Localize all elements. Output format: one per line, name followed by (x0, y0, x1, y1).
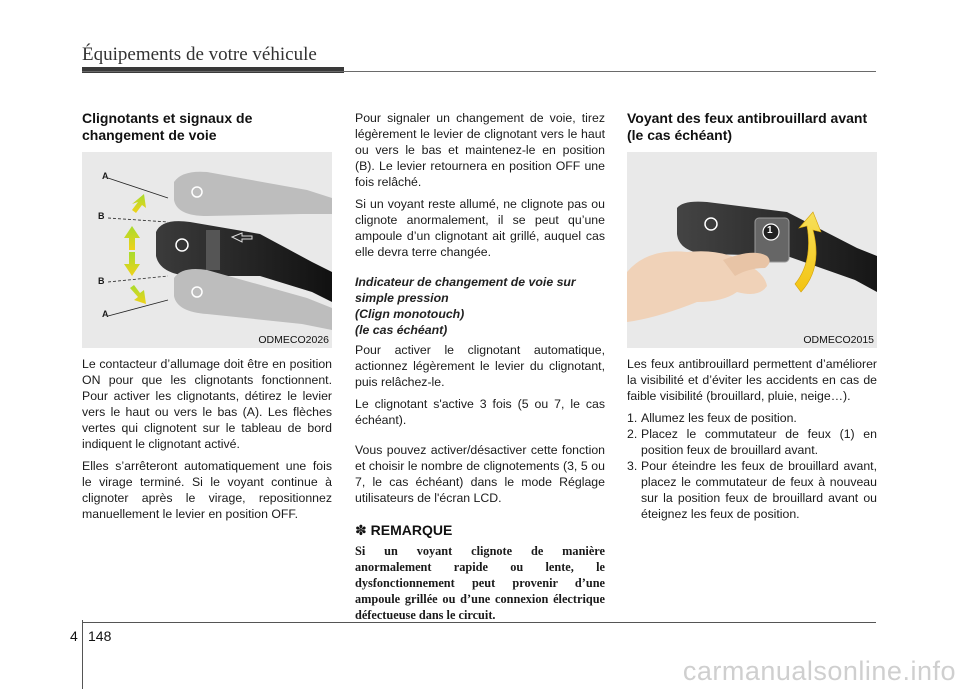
column-1 (82, 110, 332, 528)
header-bar (82, 67, 344, 73)
remark-star-icon: ✽ (355, 522, 367, 538)
paragraph: Le contacteur d’allumage doit être en position ON pour que les clignotants fonctionnent. Pour activer les clignotants, détirez le levier vers le haut ou vers le bas (A). Les flèches vertes qui clignotent sur le tableau de bord indiquent le clignotant activé. (82, 357, 332, 451)
paragraph: Vous pouvez activer/désactiver cette fonction et choisir le nombre de clignotements (3, 5 ou 7, le cas échéant) dans le mode Réglage utilisateurs de l'écran LCD. (355, 443, 605, 505)
section-heading-fog-lights: Voyant des feux antibrouillard avant (le cas échéant) (627, 110, 868, 143)
subheading-line: (le cas échéant) (355, 323, 448, 337)
arrow-down-icon (124, 252, 140, 276)
arrow-up-curved-icon (132, 194, 146, 213)
list-item: 1. Allumez les feux de position. (627, 411, 797, 425)
chapter-number: 4 (70, 628, 78, 644)
figure-label-a-top: A (102, 171, 109, 181)
steps-list (627, 410, 877, 522)
section-heading-turn-signals: Clignotants et signaux de changement de voie (82, 110, 253, 143)
paragraph: Elles s’arrêteront automatiquement une fois le virage terminé. Si le voyant continue à clignoter après le virage, repositionnez manuellement le levier en position OFF. (82, 459, 332, 521)
paragraph: Pour activer le clignotant automatique, actionnez légèrement le levier du clignotant, puis relâchez-le. (355, 343, 605, 389)
arrow-up-icon (124, 226, 140, 250)
watermark: carmanualsonline.info (682, 656, 956, 686)
figure-caption: ODMECO2015 (803, 334, 874, 346)
subheading-line: Indicateur de changement de voie sur simple pression (355, 275, 576, 305)
fog-light-switch-illustration (627, 152, 877, 348)
page-number: 148 (88, 628, 112, 644)
figure-caption: ODMECO2026 (258, 334, 329, 346)
figure-fog-light-switch (627, 152, 877, 348)
footer-divider-vertical (82, 620, 83, 689)
subheading-line: (Clign monotouch) (355, 307, 465, 321)
figure-turn-signal-lever (82, 152, 332, 348)
paragraph: Le clignotant s'active 3 fois (5 ou 7, le cas échéant). (355, 397, 605, 427)
paragraph: Si un voyant reste allumé, ne clignote pas ou clignote anormalement, il se peut qu’une ampoule d’un clignotant ait grillé, auquel cas elle devra terre changée. (355, 197, 605, 259)
figure-label-b-bottom: B (98, 276, 105, 286)
remark-title: REMARQUE (370, 522, 453, 538)
figure-label-b-top: B (98, 211, 105, 221)
turn-signal-lever-illustration (82, 152, 332, 348)
remark-heading (355, 522, 605, 539)
column-2 (355, 110, 605, 623)
footer-rule (82, 622, 876, 623)
arrow-down-curved-icon (130, 285, 146, 304)
figure-marker-label: 1 (767, 225, 773, 236)
figure-label-a-bottom: A (102, 309, 109, 319)
page-header-title: Équipements de votre véhicule (82, 44, 317, 65)
list-item: 2. Placez le commutateur de feux (1) en position feux de brouillard avant. (627, 427, 877, 457)
paragraph: Pour signaler un changement de voie, tirez légèrement le levier de clignotant vers le haut ou vers le bas et maintenez-le en position (B). Le levier retournera en position OFF une fois relâché. (355, 111, 605, 189)
column-3 (627, 110, 877, 522)
header-rule (82, 71, 876, 72)
remark-body: Si un voyant clignote de manière anormalement rapide ou lente, le dysfonctionnement peut provenir d’une ampoule grillée ou d’une connexion électrique défectueuse dans le circuit. (355, 544, 605, 622)
paragraph: Les feux antibrouillard permettent d’améliorer la visibilité et d’éviter les accidents en cas de faible visibilité (brouillard, pluie, neige…). (627, 357, 877, 403)
list-item: 3. Pour éteindre les feux de brouillard avant, placez le commutateur de feux à nouveau sur la position feux de brouillard avant ou éteignez les feux de position. (627, 459, 877, 521)
subheading-one-touch-signal (355, 274, 605, 338)
